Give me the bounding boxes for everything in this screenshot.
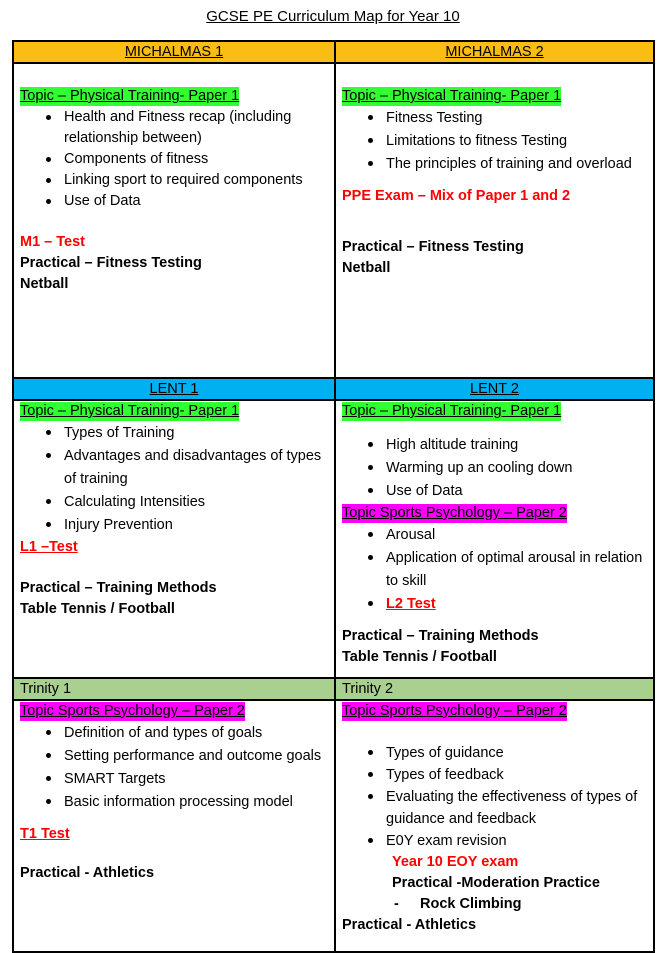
list-item	[386, 593, 647, 616]
lent-header-row	[13, 378, 654, 400]
lent2-practical: Practical – Training Methods	[342, 628, 539, 644]
trinity1-cell	[13, 700, 335, 952]
lent2-sport: Table Tennis / Football	[342, 649, 497, 665]
michalmas2-practical: Practical – Fitness Testing	[342, 239, 524, 255]
lent1-practical: Practical – Training Methods	[20, 580, 217, 596]
lent2-list	[342, 434, 647, 503]
michalmas2-sport: Netball	[342, 260, 391, 276]
lent1-header: LENT 1	[13, 378, 335, 400]
trinity2-climbing-row	[342, 894, 647, 915]
lent1-topic: Topic – Physical Training- Paper 1	[20, 403, 240, 419]
trinity1-practical: Practical - Athletics	[20, 865, 155, 881]
trinity-header-row	[13, 678, 654, 700]
list-item: Calculating Intensities	[64, 491, 328, 514]
list-item: Linking sport to required components	[64, 170, 328, 191]
lent2-test: L2 Test	[386, 596, 436, 612]
michalmas2-list	[342, 107, 647, 176]
michalmas1-header: MICHALMAS 1	[13, 41, 335, 63]
list-item: Injury Prevention	[64, 514, 328, 537]
list-item: Types of guidance	[386, 742, 647, 764]
trinity2-header: Trinity 2	[335, 678, 654, 700]
lent2-cell	[335, 400, 654, 678]
michalmas1-cell	[13, 63, 335, 378]
michalmas1-practical: Practical – Fitness Testing	[20, 255, 202, 271]
trinity2-cell	[335, 700, 654, 952]
list-item: Evaluating the effectiveness of types of guidance and feedback	[386, 786, 647, 830]
list-item: E0Y exam revision	[386, 830, 647, 852]
trinity1-test: T1 Test	[20, 826, 70, 842]
curriculum-table	[12, 40, 655, 953]
list-item: SMART Targets	[64, 768, 328, 791]
michalmas-content-row	[13, 63, 654, 378]
lent1-list	[20, 422, 328, 537]
lent2-header: LENT 2	[335, 378, 654, 400]
michalmas2-cell	[335, 63, 654, 378]
lent1-sport: Table Tennis / Football	[20, 601, 175, 617]
michalmas1-topic: Topic – Physical Training- Paper 1	[20, 88, 240, 104]
list-item: High altitude training	[386, 434, 647, 457]
list-item: Types of Training	[64, 422, 328, 445]
lent-content-row	[13, 400, 654, 678]
list-item: Fitness Testing	[386, 107, 647, 130]
list-item: Basic information processing model	[64, 791, 328, 814]
michalmas-header-row	[13, 41, 654, 63]
lent2-topic: Topic – Physical Training- Paper 1	[342, 403, 562, 419]
michalmas2-header: MICHALMAS 2	[335, 41, 654, 63]
michalmas1-test: M1 – Test	[20, 234, 86, 250]
list-item: Use of Data	[64, 191, 328, 212]
page-title: GCSE PE Curriculum Map for Year 10	[206, 8, 460, 25]
lent2-list-psychology	[342, 524, 647, 616]
trinity1-header: Trinity 1	[13, 678, 335, 700]
trinity2-climbing: Rock Climbing	[420, 896, 522, 912]
list-item: Types of feedback	[386, 764, 647, 786]
list-item: Arousal	[386, 524, 647, 547]
trinity1-list	[20, 722, 328, 814]
trinity2-practical: Practical - Athletics	[342, 917, 477, 933]
trinity2-list	[342, 742, 647, 852]
list-item: Health and Fitness recap (including relationship between)	[64, 107, 328, 149]
michalmas2-exam: PPE Exam – Mix of Paper 1 and 2	[342, 188, 571, 204]
trinity-content-row	[13, 700, 654, 952]
lent1-test: L1 –Test	[20, 539, 78, 555]
michalmas1-sport: Netball	[20, 276, 69, 292]
list-item: Use of Data	[386, 480, 647, 503]
trinity2-moderation: Practical -Moderation Practice	[392, 875, 600, 891]
trinity2-topic: Topic Sports Psychology – Paper 2	[342, 703, 567, 719]
list-item: Limitations to fitness Testing	[386, 130, 647, 153]
list-item: Components of fitness	[64, 149, 328, 170]
list-item: Setting performance and outcome goals	[64, 745, 328, 768]
list-item: The principles of training and overload	[386, 153, 647, 176]
michalmas2-topic: Topic – Physical Training- Paper 1	[342, 88, 562, 104]
list-item: Warming up an cooling down	[386, 457, 647, 480]
list-item: Advantages and disadvantages of types of training	[64, 445, 328, 491]
lent2-topic-psychology: Topic Sports Psychology – Paper 2	[342, 505, 567, 521]
lent1-cell	[13, 400, 335, 678]
list-item: Definition of and types of goals	[64, 722, 328, 745]
list-item: Application of optimal arousal in relation to skill	[386, 547, 647, 593]
dash-marker: -	[394, 896, 399, 912]
trinity2-exam: Year 10 EOY exam	[392, 854, 519, 870]
michalmas1-list	[20, 107, 328, 212]
trinity1-topic: Topic Sports Psychology – Paper 2	[20, 703, 245, 719]
